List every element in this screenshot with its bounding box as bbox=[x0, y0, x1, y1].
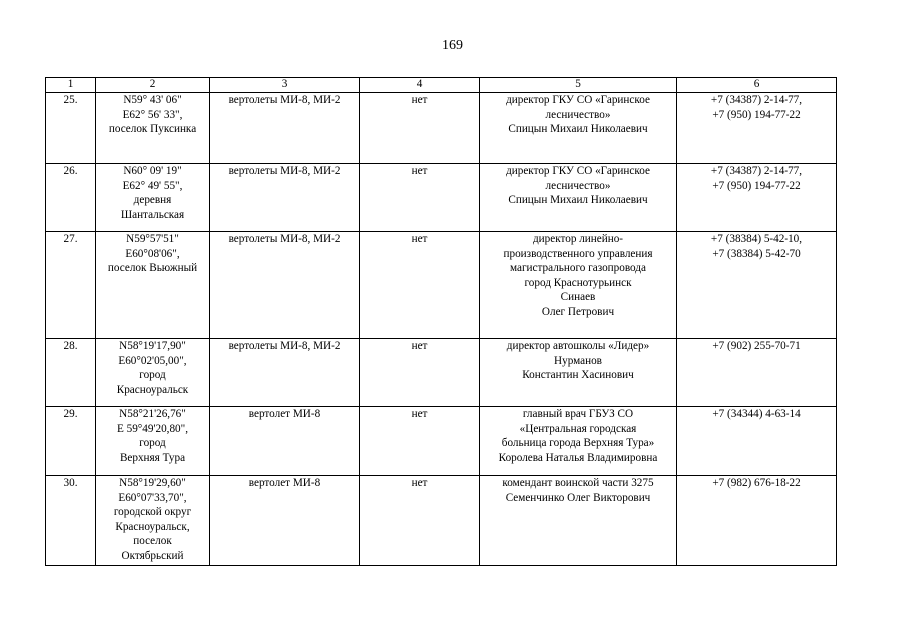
row-number-cell: 26. bbox=[46, 164, 96, 232]
contact-cell-line: Спицын Михаил Николаевич bbox=[508, 123, 648, 135]
location-cell bbox=[96, 232, 210, 339]
phones-cell bbox=[677, 93, 837, 164]
phones-cell-line: +7 (34387) 2-14-77, bbox=[710, 94, 803, 106]
table-row bbox=[46, 339, 837, 407]
aircraft-cell: вертолеты МИ-8, МИ-2 bbox=[210, 339, 360, 407]
phones-cell-line: +7 (950) 194-77-22 bbox=[712, 108, 801, 121]
phones-cell bbox=[677, 407, 837, 476]
location-cell-line: E62° 56' 33", bbox=[122, 108, 183, 121]
location-cell-line: поселок bbox=[133, 535, 172, 547]
phones-cell bbox=[677, 476, 837, 566]
contact-cell-line: лесничество» bbox=[545, 108, 611, 121]
column-header: 5 bbox=[480, 78, 677, 93]
location-cell-line: Шантальская bbox=[120, 208, 185, 221]
aircraft-cell: вертолет МИ-8 bbox=[210, 407, 360, 476]
contact-cell-line: Нурманов bbox=[554, 354, 602, 367]
location-cell-line: E62° 49' 55", bbox=[122, 179, 183, 192]
location-cell-line: E60°07'33,70", bbox=[118, 491, 187, 504]
location-cell-line: Октябрьский bbox=[121, 549, 184, 562]
row-number-cell: 29. bbox=[46, 407, 96, 476]
location-cell-line: поселок Пуксинка bbox=[108, 123, 197, 135]
location-cell bbox=[96, 93, 210, 164]
contact-cell bbox=[480, 339, 677, 407]
contact-cell-line: производственного управления bbox=[503, 247, 653, 260]
location-cell-line: городской округ bbox=[113, 506, 192, 518]
contact-cell bbox=[480, 232, 677, 339]
phones-cell-line: +7 (34344) 4-63-14 bbox=[712, 408, 801, 420]
contact-cell bbox=[480, 407, 677, 476]
contact-cell-line: Королева Наталья Владимировна bbox=[498, 451, 658, 464]
table-row bbox=[46, 407, 837, 476]
location-cell-line: E60°02'05,00", bbox=[118, 354, 187, 367]
phones-cell-line: +7 (982) 676-18-22 bbox=[712, 477, 801, 489]
fuel-cell: нет bbox=[360, 232, 480, 339]
phones-cell-line: +7 (950) 194-77-22 bbox=[712, 179, 801, 192]
aircraft-cell: вертолет МИ-8 bbox=[210, 476, 360, 566]
location-cell bbox=[96, 476, 210, 566]
location-cell-line: город bbox=[139, 369, 166, 381]
location-cell-line: N59°57'51" bbox=[126, 233, 179, 245]
fuel-cell: нет bbox=[360, 164, 480, 232]
table-row bbox=[46, 232, 837, 339]
contact-cell-line: Семенчинко Олег Викторович bbox=[505, 491, 651, 504]
phones-cell-line: +7 (902) 255-70-71 bbox=[712, 340, 801, 352]
contact-cell-line: Спицын Михаил Николаевич bbox=[508, 194, 648, 206]
table-row bbox=[46, 93, 837, 164]
column-header: 6 bbox=[677, 78, 837, 93]
contact-cell-line: комендант воинской части 3275 bbox=[502, 477, 654, 489]
contact-cell-line: директор ГКУ СО «Гаринское bbox=[506, 165, 650, 177]
location-cell-line: поселок Вьюжный bbox=[107, 262, 198, 274]
fuel-cell: нет bbox=[360, 476, 480, 566]
contact-cell-line: «Центральная городская bbox=[519, 422, 637, 435]
contact-cell-line: лесничество» bbox=[545, 179, 611, 192]
contact-cell-line: Синаев bbox=[560, 291, 596, 303]
contact-cell-line: город Краснотурьинск bbox=[524, 276, 632, 289]
location-cell-line: N58°19'17,90" bbox=[119, 340, 186, 352]
phones-cell bbox=[677, 164, 837, 232]
phones-cell-line: +7 (38384) 5-42-10, bbox=[710, 233, 803, 245]
location-cell-line: город bbox=[139, 437, 166, 449]
column-header: 3 bbox=[210, 78, 360, 93]
contact-cell-line: магистрального газопровода bbox=[510, 262, 646, 274]
aircraft-cell: вертолеты МИ-8, МИ-2 bbox=[210, 164, 360, 232]
location-cell-line: N58°21'26,76" bbox=[119, 408, 186, 420]
landing-sites-table bbox=[45, 77, 837, 566]
location-cell-line: Красноуральск, bbox=[115, 520, 190, 533]
column-header: 4 bbox=[360, 78, 480, 93]
contact-cell bbox=[480, 476, 677, 566]
fuel-cell: нет bbox=[360, 339, 480, 407]
aircraft-cell: вертолеты МИ-8, МИ-2 bbox=[210, 232, 360, 339]
contact-cell-line: директор ГКУ СО «Гаринское bbox=[506, 94, 650, 106]
location-cell-line: Верхняя Тура bbox=[119, 451, 186, 464]
table-header-row bbox=[46, 78, 837, 93]
contact-cell-line: директор линейно- bbox=[532, 233, 624, 245]
contact-cell-line: директор автошколы «Лидер» bbox=[506, 340, 650, 352]
row-number-cell: 25. bbox=[46, 93, 96, 164]
table-row bbox=[46, 476, 837, 566]
contact-cell bbox=[480, 93, 677, 164]
phones-cell bbox=[677, 232, 837, 339]
location-cell bbox=[96, 339, 210, 407]
location-cell-line: E60°08'06", bbox=[125, 247, 180, 260]
aircraft-cell: вертолеты МИ-8, МИ-2 bbox=[210, 93, 360, 164]
contact-cell-line: главный врач ГБУЗ СО bbox=[522, 408, 634, 420]
location-cell bbox=[96, 164, 210, 232]
phones-cell bbox=[677, 339, 837, 407]
row-number-cell: 27. bbox=[46, 232, 96, 339]
contact-cell-line: больница города Верхняя Тура» bbox=[501, 437, 655, 449]
contact-cell-line: Олег Петрович bbox=[541, 305, 615, 318]
row-number-cell: 28. bbox=[46, 339, 96, 407]
contact-cell bbox=[480, 164, 677, 232]
location-cell-line: N58°19'29,60" bbox=[119, 477, 186, 489]
fuel-cell: нет bbox=[360, 407, 480, 476]
contact-cell-line: Константин Хасинович bbox=[522, 369, 634, 381]
column-header: 1 bbox=[46, 78, 96, 93]
location-cell-line: деревня bbox=[133, 194, 172, 206]
column-header: 2 bbox=[96, 78, 210, 93]
fuel-cell: нет bbox=[360, 93, 480, 164]
row-number-cell: 30. bbox=[46, 476, 96, 566]
location-cell-line: Красноуральск bbox=[116, 383, 189, 396]
location-cell-line: N60° 09' 19" bbox=[123, 165, 182, 177]
phones-cell-line: +7 (38384) 5-42-70 bbox=[712, 247, 801, 260]
table-row bbox=[46, 164, 837, 232]
page-number: 169 bbox=[442, 38, 463, 53]
phones-cell-line: +7 (34387) 2-14-77, bbox=[710, 165, 803, 177]
location-cell-line: N59° 43' 06" bbox=[123, 94, 182, 106]
location-cell bbox=[96, 407, 210, 476]
location-cell-line: E 59°49'20,80", bbox=[116, 422, 189, 435]
